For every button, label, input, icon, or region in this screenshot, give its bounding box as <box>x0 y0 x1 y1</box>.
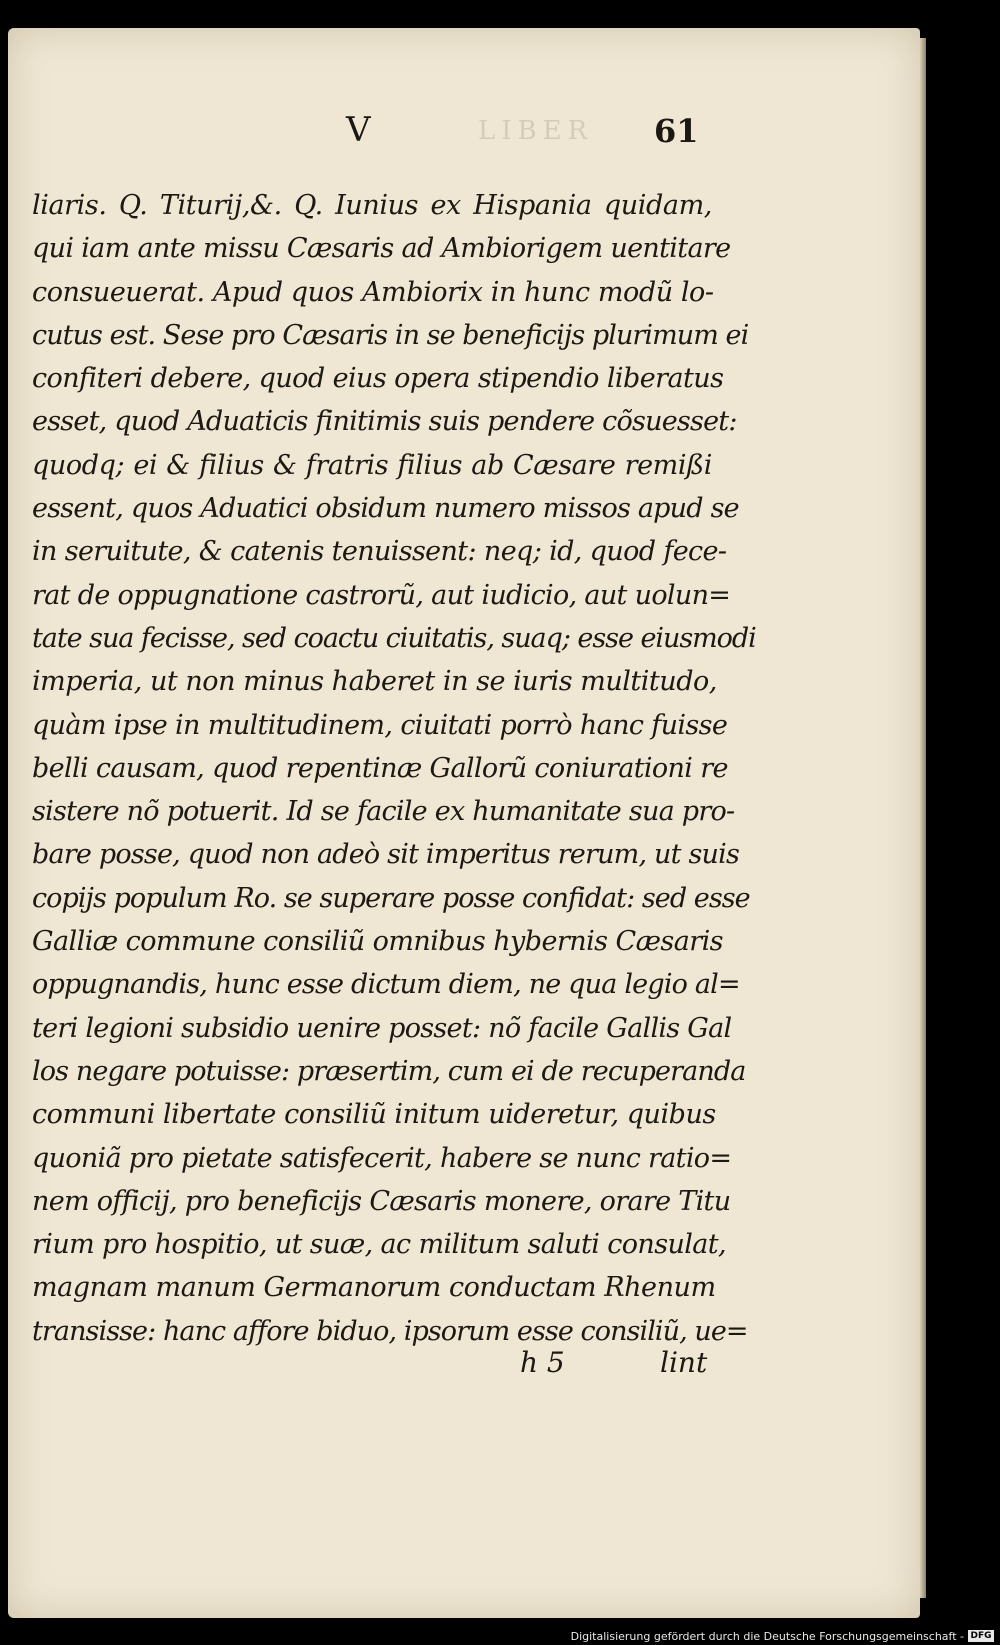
text-line: Galliæ commune consiliũ omnibus hybernis Cæsaris <box>32 926 723 958</box>
book-page <box>8 28 920 1618</box>
text-line: essent, quos Aduatici obsidum numero missos apud se <box>32 493 739 525</box>
text-line: sistere nõ potuerit. Id se facile ex humanitate sua pro- <box>32 796 735 828</box>
dfg-logo: DFG <box>968 1630 994 1642</box>
text-line: confiteri debere, quod eius opera stipendio liberatus <box>32 363 724 395</box>
text-line: los negare potuisse: præsertim, cum ei de recuperanda <box>32 1055 746 1087</box>
text-line: liaris. Q. Titurij,&. Q. Iunius ex Hispania quidam, <box>32 190 712 221</box>
show-through-text: LIBER <box>478 116 594 146</box>
text-line: belli causam, quod repentinæ Gallorũ coniurationi re <box>32 752 728 784</box>
page-number: 61 <box>654 112 699 150</box>
text-line: quoniã pro pietate satisfecerit, habere se nunc ratio= <box>32 1142 732 1174</box>
text-line: communi libertate consiliũ initum uideretur, quibus <box>32 1099 716 1131</box>
body-text <box>32 184 756 1353</box>
text-line: nem officij, pro beneficijs Cæsaris monere, orare Titu <box>32 1185 731 1217</box>
text-line: consueuerat. Apud quos Ambiorix in hunc modũ lo- <box>32 276 714 308</box>
signature-letter: V <box>346 110 371 150</box>
text-line: esset, quod Aduaticis finitimis suis pendere cõsuesset: <box>32 406 737 438</box>
text-line: rium pro hospitio, ut suæ, ac militum saluti consulat, <box>32 1229 726 1261</box>
text-line: magnam manum Germanorum conductam Rhenum <box>32 1272 716 1304</box>
text-line: copijs populum Ro. se superare posse confidat: sed esse <box>32 882 750 914</box>
text-line: imperia, ut non minus haberet in se iuris multitudo, <box>32 666 717 698</box>
text-line: in seruitute, & catenis tenuissent: neq; id, quod fece- <box>32 536 727 568</box>
text-line: oppugnandis, hunc esse dictum diem, ne qua legio al= <box>32 969 740 1001</box>
text-line: quàm ipse in multitudinem, ciuitati porrò hanc fuisse <box>32 709 728 741</box>
text-line: cutus est. Sese pro Cæsaris in se beneficijs plurimum ei <box>32 319 749 351</box>
text-line: quodq; ei & filius & fratris filius ab Cæsare remißi <box>32 449 712 481</box>
text-line: teri legioni subsidio uenire posset: nõ facile Gallis Gal <box>32 1012 732 1044</box>
running-head <box>8 110 920 150</box>
text-line: qui iam ante missu Cæsaris ad Ambiorigem uentitare <box>32 233 731 265</box>
page-edge <box>920 38 926 1598</box>
text-line: tate sua fecisse, sed coactu ciuitatis, suaq; esse eiusmodi <box>32 622 756 654</box>
footer-bar <box>0 1627 1000 1645</box>
text-line: rat de oppugnatione castrorũ, aut iudicio, aut uolun= <box>32 579 731 611</box>
catchword: lint <box>660 1346 708 1379</box>
catchline <box>8 1346 920 1390</box>
text-line: bare posse, quod non adeò sit imperitus rerum, ut suis <box>32 839 740 871</box>
signature-mark: h 5 <box>520 1346 565 1379</box>
funding-credit: Digitalisierung gefördert durch die Deutsche Forschungsgemeinschaft - <box>570 1630 964 1643</box>
text-line: transisse: hanc affore biduo, ipsorum esse consiliũ, ue= <box>32 1315 748 1347</box>
